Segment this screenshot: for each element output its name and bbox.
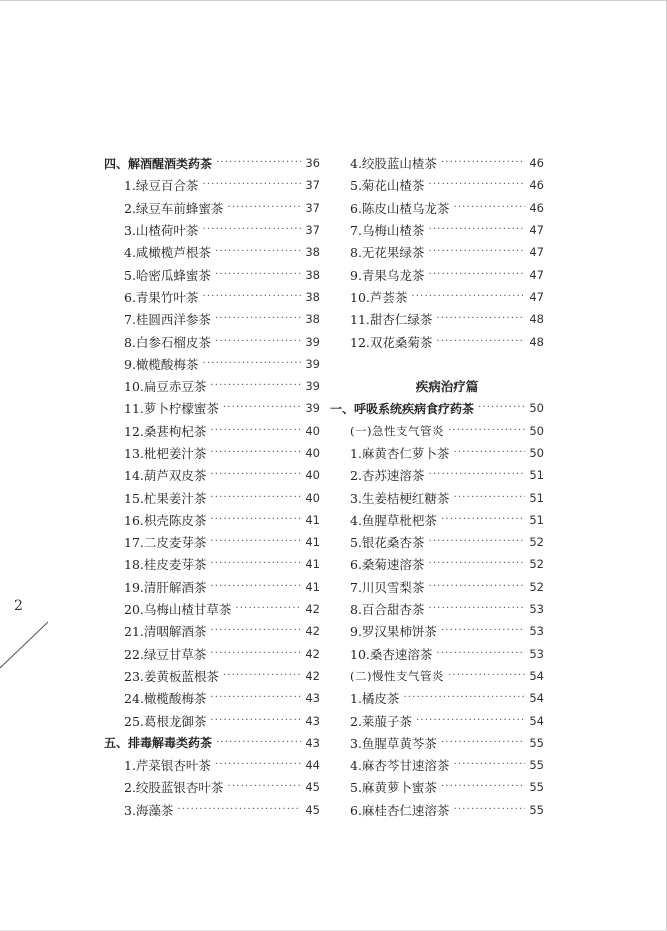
toc-item-row[interactable] [330, 442, 544, 464]
toc-page-number: 53 [529, 624, 544, 639]
toc-entry-label: 7.乌梅山楂茶 [350, 223, 425, 239]
toc-leader-dots [210, 626, 301, 636]
toc-section-row[interactable] [330, 397, 544, 419]
toc-entry-label: 8.无花果绿茶 [350, 245, 425, 261]
toc-page-number: 44 [305, 758, 320, 773]
toc-leader-dots [428, 180, 525, 190]
toc-leader-dots [478, 403, 525, 413]
toc-right-column [330, 152, 544, 821]
toc-page-number: 47 [529, 289, 544, 304]
toc-item-row[interactable] [330, 263, 544, 285]
toc-page-number: 47 [529, 267, 544, 282]
toc-page-number: 42 [305, 602, 320, 617]
toc-leader-dots [453, 203, 525, 213]
toc-item-row[interactable] [104, 353, 320, 375]
toc-page-number: 50 [529, 446, 544, 460]
toc-entry-label: 3.生姜桔梗红糖茶 [350, 490, 450, 506]
toc-entry-label: 20.乌梅山楂甘草茶 [124, 602, 232, 618]
toc-entry-label: 4.鱼腥草枇杷茶 [350, 512, 437, 528]
toc-entry-label: 23.姜黄板蓝根茶 [124, 668, 219, 684]
toc-page-number: 37 [305, 200, 320, 215]
toc-item-row[interactable] [104, 174, 320, 196]
toc-entry-label: 1.橘皮茶 [350, 691, 400, 707]
toc-entry-label: 25.葛根龙御茶 [124, 713, 207, 729]
toc-leader-dots [210, 381, 301, 391]
toc-page-number: 41 [305, 512, 320, 527]
toc-leader-dots [210, 693, 301, 703]
toc-item-row[interactable] [104, 241, 320, 263]
toc-item-row[interactable] [104, 799, 320, 821]
toc-leader-dots [210, 470, 301, 480]
toc-item-row[interactable] [104, 531, 320, 553]
toc-page-number: 51 [529, 512, 544, 527]
toc-page-number: 39 [305, 379, 320, 394]
toc-leader-dots [428, 582, 525, 592]
toc-page-number: 48 [529, 334, 544, 349]
toc-leader-dots [441, 782, 525, 792]
toc-item-row[interactable] [104, 375, 320, 397]
toc-item-row[interactable] [330, 620, 544, 642]
toc-entry-label: 四、解酒醒酒类药茶 [104, 156, 213, 171]
toc-leader-dots [441, 515, 525, 525]
toc-page-number: 38 [305, 267, 320, 282]
corner-fold-line [0, 600, 60, 680]
toc-item-row[interactable] [104, 330, 320, 352]
toc-item-row[interactable] [104, 420, 320, 442]
toc-page-number: 38 [305, 245, 320, 260]
toc-entry-label: 五、排毒解毒类药茶 [104, 736, 213, 751]
toc-entry-label: 11.甜杏仁绿茶 [350, 312, 433, 328]
toc-entry-label: 11.萝卜柠檬蜜茶 [124, 401, 219, 417]
toc-entry-label: 16.枳壳陈皮茶 [124, 512, 207, 528]
toc-item-row[interactable] [330, 643, 544, 665]
toc-item-row[interactable] [104, 197, 320, 219]
toc-entry-label: 15.杧果姜汁茶 [124, 490, 207, 506]
toc-entry-label: 3.海藻茶 [124, 802, 174, 818]
toc-page-number: 51 [529, 490, 544, 505]
toc-item-row[interactable] [330, 486, 544, 508]
toc-page-number: 52 [529, 579, 544, 594]
toc-entry-label: 6.麻桂杏仁速溶茶 [350, 802, 450, 818]
toc-item-row[interactable] [104, 620, 320, 642]
toc-item-row[interactable] [104, 754, 320, 776]
toc-page-number: 42 [305, 646, 320, 661]
toc-item-row[interactable] [104, 687, 320, 709]
toc-page-number: 53 [529, 602, 544, 617]
toc-item-row[interactable] [330, 553, 544, 575]
toc-entry-label: 8.白参石榴皮茶 [124, 334, 211, 350]
toc-item-row[interactable] [330, 709, 544, 731]
toc-leader-dots [210, 559, 301, 569]
toc-heading-row[interactable] [330, 375, 544, 397]
toc-entry-label: 18.桂皮麦芽茶 [124, 557, 207, 573]
toc-item-row[interactable] [104, 219, 320, 241]
toc-entry-label: 2.莱菔子茶 [350, 713, 412, 729]
toc-item-row[interactable] [330, 286, 544, 308]
page-edge-top [0, 0, 667, 1]
toc-page-number: 55 [529, 802, 544, 817]
toc-entry-label: 6.青果竹叶茶 [124, 289, 199, 305]
toc-entry-label: 9.罗汉果柿饼茶 [350, 624, 437, 640]
toc-leader-dots [177, 805, 301, 815]
toc-entry-label: 7.桂圆西洋参茶 [124, 312, 211, 328]
toc-page-number: 40 [305, 490, 320, 505]
toc-leader-dots [216, 738, 301, 748]
toc-page-number: 52 [529, 535, 544, 550]
toc-leader-dots [428, 247, 525, 257]
toc-item-row[interactable] [330, 799, 544, 821]
toc-page-number: 45 [305, 780, 320, 795]
toc-leader-dots [448, 426, 525, 436]
toc-page-number: 47 [529, 223, 544, 238]
toc-leader-dots [202, 225, 301, 235]
toc-item-row[interactable] [104, 263, 320, 285]
toc-entry-label: 1.绿豆百合茶 [124, 178, 199, 194]
toc-entry-label: 10.桑杏速溶茶 [350, 646, 433, 662]
toc-entry-label: 2.杏苏速溶茶 [350, 468, 425, 484]
toc-leader-dots [215, 337, 301, 347]
toc-leader-dots [403, 693, 525, 703]
toc-leader-dots [215, 247, 301, 257]
toc-entry-label: 2.绿豆车前蜂蜜茶 [124, 200, 224, 216]
toc-entry-label: 22.绿豆甘草茶 [124, 646, 207, 662]
toc-entry-label: 1.芹菜银杏叶茶 [124, 758, 211, 774]
page-number: 2 [14, 598, 23, 614]
toc-page-number: 46 [529, 156, 544, 171]
toc-entry-label: 4.咸橄榄芦根茶 [124, 245, 211, 261]
toc-page-number: 40 [305, 468, 320, 483]
toc-page-number: 45 [305, 802, 320, 817]
toc-page-number: 54 [529, 713, 544, 728]
toc-item-row[interactable] [104, 286, 320, 308]
toc-page-number: 50 [529, 423, 544, 438]
toc-leader-dots [428, 470, 525, 480]
toc-entry-label: 6.桑菊速溶茶 [350, 557, 425, 573]
toc-entry-label: 9.青果乌龙茶 [350, 267, 425, 283]
toc-page-number: 50 [529, 401, 544, 416]
toc-page-number: 43 [305, 735, 320, 750]
toc-leader-dots [453, 760, 525, 770]
toc-entry-label: 3.山楂荷叶茶 [124, 223, 199, 239]
toc-entry-label: 19.清肝解酒茶 [124, 579, 207, 595]
toc-leader-dots [223, 671, 301, 681]
toc-page-number: 51 [529, 468, 544, 483]
toc-item-row[interactable] [104, 509, 320, 531]
toc-leader-dots [216, 158, 301, 168]
toc-leader-dots [453, 805, 525, 815]
toc-leader-dots [441, 738, 525, 748]
toc-leader-dots [202, 180, 301, 190]
toc-section-row[interactable] [104, 152, 320, 174]
toc-entry-label: 12.桑葚枸杞茶 [124, 423, 207, 439]
toc-page-number: 54 [529, 691, 544, 706]
toc-page-number: 37 [305, 178, 320, 193]
toc-page-number: 38 [305, 312, 320, 327]
toc-leader-dots [441, 626, 525, 636]
toc-entry-label: 13.枇杷姜汁茶 [124, 446, 207, 461]
toc-item-row[interactable] [104, 709, 320, 731]
toc-item-row[interactable] [330, 241, 544, 263]
toc-page-number: 55 [529, 735, 544, 750]
toc-page-number: 55 [529, 758, 544, 773]
toc-leader-dots [411, 292, 525, 302]
toc-leader-dots [227, 782, 301, 792]
toc-sub-row[interactable] [330, 420, 544, 442]
toc-item-row[interactable] [104, 486, 320, 508]
toc-page-number: 52 [529, 557, 544, 572]
toc-page-number: 41 [305, 557, 320, 572]
toc-page-number: 39 [305, 356, 320, 371]
toc-leader-dots [210, 426, 301, 436]
toc-page-number: 55 [529, 780, 544, 795]
toc-item-row[interactable] [330, 330, 544, 352]
toc-page-number: 39 [305, 334, 320, 349]
toc-entry-label: 6.陈皮山楂乌龙茶 [350, 200, 450, 216]
toc-item-row[interactable] [330, 576, 544, 598]
toc-leader-dots [416, 716, 525, 726]
toc-leader-dots [215, 314, 301, 324]
toc-left-column [104, 152, 320, 821]
toc-leader-dots [428, 559, 525, 569]
toc-leader-dots [436, 314, 525, 324]
toc-leader-dots [428, 604, 525, 614]
toc-item-row[interactable] [104, 397, 320, 419]
toc-leader-dots [210, 649, 301, 659]
toc-spacer [330, 353, 544, 375]
toc-page-number: 46 [529, 200, 544, 215]
toc-entry-label: 4.麻杏芩甘速溶茶 [350, 758, 450, 774]
toc-page-number: 37 [305, 223, 320, 238]
toc-leader-dots [436, 337, 525, 347]
toc-leader-dots [210, 448, 301, 458]
toc-entry-label: 14.葫芦双皮茶 [124, 468, 207, 484]
toc-entry-label: 4.绞股蓝山楂茶 [350, 156, 437, 172]
toc-section-row[interactable] [104, 732, 320, 754]
toc-page-number: 38 [305, 289, 320, 304]
toc-entry-label: 10.芦荟茶 [350, 289, 408, 305]
toc-page-number: 53 [529, 646, 544, 661]
toc-leader-dots [202, 292, 301, 302]
toc-entry-label: 12.双花桑菊茶 [350, 334, 433, 350]
toc-page-number: 42 [305, 624, 320, 639]
toc-page-number: 54 [529, 668, 544, 683]
toc-entry-label: 3.鱼腥草黄芩茶 [350, 735, 437, 751]
toc-item-row[interactable] [330, 197, 544, 219]
toc-sub-row[interactable] [330, 665, 544, 687]
toc-item-row[interactable] [330, 754, 544, 776]
toc-leader-dots [210, 515, 301, 525]
toc-page-number: 39 [305, 401, 320, 416]
toc-leader-dots [453, 493, 525, 503]
toc-entry-label: 7.川贝雪梨茶 [350, 579, 425, 595]
toc-item-row[interactable] [330, 152, 544, 174]
toc-entry-label: 9.橄榄酸梅茶 [124, 356, 199, 372]
toc-entry-label: 21.清咽解酒茶 [124, 624, 207, 640]
toc-item-row[interactable] [330, 531, 544, 553]
toc-item-row[interactable] [330, 464, 544, 486]
toc-entry-label: 5.哈密瓜蜂蜜茶 [124, 267, 211, 283]
toc-page-number: 43 [305, 713, 320, 728]
toc-page-number: 42 [305, 668, 320, 683]
toc-leader-dots [215, 760, 301, 770]
toc-leader-dots [223, 403, 301, 413]
toc-page-number: 47 [529, 245, 544, 260]
toc-item-row[interactable] [104, 576, 320, 598]
toc-entry-label: 5.菊花山楂茶 [350, 178, 425, 194]
toc-entry-label: 1.麻黄杏仁萝卜茶 [350, 446, 450, 461]
toc-item-row[interactable] [330, 219, 544, 241]
toc-item-row[interactable] [330, 776, 544, 798]
toc-entry-label: 疾病治疗篇 [415, 379, 479, 395]
toc-page-number: 40 [305, 423, 320, 438]
toc-leader-dots [436, 649, 525, 659]
toc-item-row[interactable] [330, 732, 544, 754]
toc-entry-label: 8.百合甜杏茶 [350, 602, 425, 618]
toc-entry-label: 5.银花桑杏茶 [350, 535, 425, 551]
toc-leader-dots [428, 537, 525, 547]
toc-item-row[interactable] [104, 643, 320, 665]
toc-page-number: 36 [305, 156, 320, 171]
toc-entry-label: (二)慢性支气管炎 [350, 668, 444, 683]
toc-leader-dots [210, 537, 301, 547]
toc-item-row[interactable] [104, 598, 320, 620]
toc-leader-dots [227, 203, 301, 213]
toc-item-row[interactable] [330, 598, 544, 620]
toc-item-row[interactable] [104, 553, 320, 575]
toc-page-number: 43 [305, 691, 320, 706]
toc-entry-label: 一、呼吸系统疾病食疗药茶 [330, 401, 475, 416]
toc-entry-label: 24.橄榄酸梅茶 [124, 691, 207, 707]
toc-item-row[interactable] [330, 687, 544, 709]
toc-entry-label: 10.扁豆赤豆茶 [124, 379, 207, 395]
toc-leader-dots [210, 582, 301, 592]
toc-entry-label: (一)急性支气管炎 [350, 423, 444, 438]
toc-item-row[interactable] [330, 174, 544, 196]
toc-entry-label: 2.绞股蓝银杏叶茶 [124, 780, 224, 796]
toc-leader-dots [428, 225, 525, 235]
toc-item-row[interactable] [330, 509, 544, 531]
toc-leader-dots [210, 493, 301, 503]
toc-page-number: 41 [305, 535, 320, 550]
toc-item-row[interactable] [104, 442, 320, 464]
toc-leader-dots [428, 270, 525, 280]
toc-page-number: 40 [305, 446, 320, 460]
toc-entry-label: 5.麻黄萝卜蜜茶 [350, 780, 437, 796]
toc-leader-dots [453, 448, 525, 458]
toc-page-number: 48 [529, 312, 544, 327]
toc-item-row[interactable] [330, 308, 544, 330]
toc-leader-dots [235, 604, 301, 614]
toc-leader-dots [441, 158, 525, 168]
toc-page-number: 46 [529, 178, 544, 193]
toc-item-row[interactable] [104, 776, 320, 798]
toc-entry-label: 17.二皮麦芽茶 [124, 535, 207, 551]
toc-leader-dots [448, 671, 525, 681]
toc-item-row[interactable] [104, 464, 320, 486]
toc-item-row[interactable] [104, 308, 320, 330]
toc-leader-dots [202, 359, 301, 369]
toc-leader-dots [210, 716, 301, 726]
toc-item-row[interactable] [104, 665, 320, 687]
toc-leader-dots [215, 270, 301, 280]
toc-page-number: 41 [305, 579, 320, 594]
